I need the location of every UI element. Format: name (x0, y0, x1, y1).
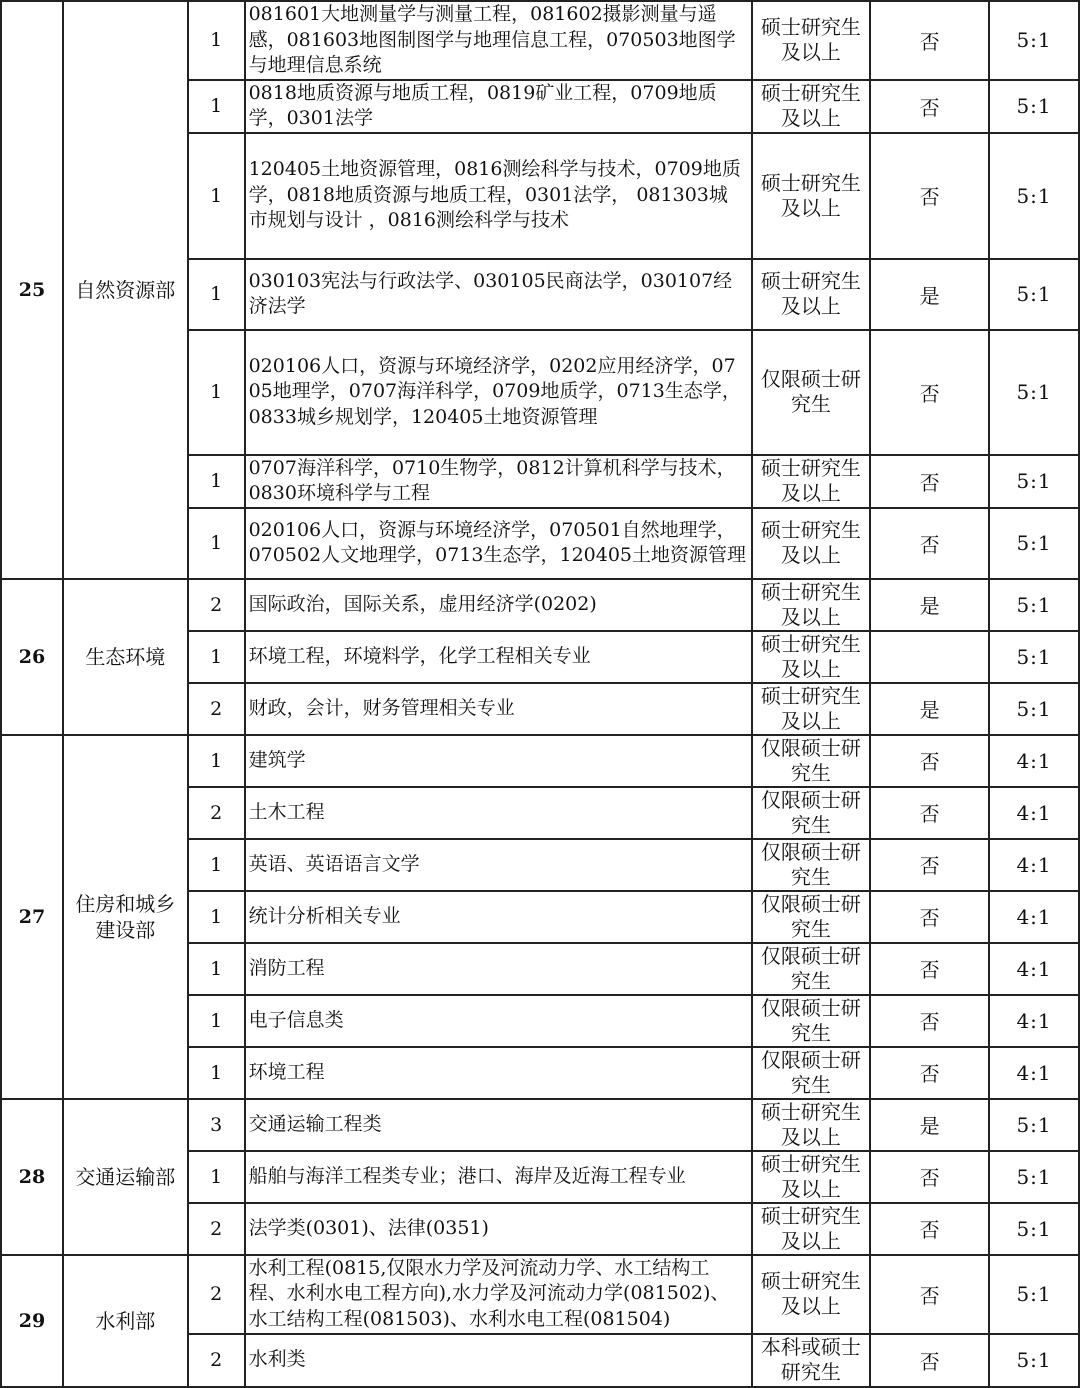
major-requirement: 统计分析相关专业 (245, 891, 752, 943)
education-requirement: 仅限硕士研究生 (752, 787, 871, 839)
education-requirement: 硕士研究生及以上 (752, 1151, 871, 1203)
major-requirement: 财政，会计，财务管理相关专业 (245, 683, 752, 735)
interview-ratio: 5:1 (989, 1255, 1079, 1334)
group-number: 26 (1, 579, 63, 735)
group-number: 27 (1, 735, 63, 1099)
education-requirement: 硕士研究生及以上 (752, 631, 871, 683)
interview-ratio: 5:1 (989, 133, 1079, 259)
education-requirement: 仅限硕士研究生 (752, 735, 871, 787)
recruit-count: 2 (188, 1334, 245, 1387)
table-row (1, 1255, 1079, 1334)
major-requirement: 建筑学 (245, 735, 752, 787)
political-status: 否 (870, 330, 989, 455)
recruit-count: 1 (188, 80, 245, 133)
political-status: 否 (870, 995, 989, 1047)
department-name: 交通运输部 (63, 1099, 188, 1255)
major-requirement: 法学类(0301)、法律(0351) (245, 1203, 752, 1255)
major-requirement: 081601大地测量学与测量工程，081602摄影测量与遥感，081603地图制图学与地理信息工程，070503地图学与地理信息系统 (245, 1, 752, 80)
recruit-count: 1 (188, 508, 245, 579)
recruit-count: 2 (188, 1255, 245, 1334)
interview-ratio: 5:1 (989, 1099, 1079, 1151)
major-requirement: 水利工程(0815,仅限水力学及河流动力学、水工结构工程、水利水电工程方向),水力学及河流动力学(081502)、水工结构工程(081503)、水利水电工程(081504) (245, 1255, 752, 1334)
education-requirement: 硕士研究生及以上 (752, 579, 871, 631)
recruit-count: 1 (188, 839, 245, 891)
interview-ratio: 5:1 (989, 508, 1079, 579)
recruit-count: 1 (188, 943, 245, 995)
political-status: 否 (870, 1151, 989, 1203)
political-status: 否 (870, 80, 989, 133)
recruit-count: 1 (188, 1, 245, 80)
department-name: 生态环境 (63, 579, 188, 735)
recruit-count: 2 (188, 787, 245, 839)
interview-ratio: 5:1 (989, 1151, 1079, 1203)
interview-ratio: 5:1 (989, 455, 1079, 508)
political-status: 否 (870, 508, 989, 579)
major-requirement: 030103宪法与行政法学、030105民商法学，030107经济法学 (245, 259, 752, 330)
education-requirement: 仅限硕士研究生 (752, 891, 871, 943)
political-status: 是 (870, 579, 989, 631)
education-requirement: 硕士研究生及以上 (752, 133, 871, 259)
education-requirement: 仅限硕士研究生 (752, 330, 871, 455)
major-requirement: 土木工程 (245, 787, 752, 839)
interview-ratio: 4:1 (989, 839, 1079, 891)
education-requirement: 仅限硕士研究生 (752, 995, 871, 1047)
group-number: 28 (1, 1099, 63, 1255)
interview-ratio: 5:1 (989, 1334, 1079, 1387)
interview-ratio: 4:1 (989, 891, 1079, 943)
education-requirement: 本科或硕士研究生 (752, 1334, 871, 1387)
major-requirement: 国际政治，国际关系，虚用经济学(0202) (245, 579, 752, 631)
recruit-count: 1 (188, 455, 245, 508)
interview-ratio: 4:1 (989, 787, 1079, 839)
recruit-count: 1 (188, 735, 245, 787)
education-requirement: 硕士研究生及以上 (752, 1203, 871, 1255)
recruit-count: 1 (188, 259, 245, 330)
interview-ratio: 4:1 (989, 943, 1079, 995)
political-status: 否 (870, 1, 989, 80)
interview-ratio: 5:1 (989, 80, 1079, 133)
political-status: 否 (870, 891, 989, 943)
interview-ratio: 5:1 (989, 330, 1079, 455)
major-requirement: 水利类 (245, 1334, 752, 1387)
interview-ratio: 4:1 (989, 995, 1079, 1047)
interview-ratio: 5:1 (989, 579, 1079, 631)
major-requirement: 0707海洋科学，0710生物学，0812计算机科学与技术，0830环境科学与工程 (245, 455, 752, 508)
education-requirement: 仅限硕士研究生 (752, 1047, 871, 1099)
political-status: 否 (870, 133, 989, 259)
recruit-count: 1 (188, 1151, 245, 1203)
recruit-count: 2 (188, 579, 245, 631)
political-status: 是 (870, 683, 989, 735)
group-number: 25 (1, 1, 63, 579)
table-row (1, 735, 1079, 787)
education-requirement: 硕士研究生及以上 (752, 1255, 871, 1334)
interview-ratio: 5:1 (989, 1, 1079, 80)
interview-ratio: 5:1 (989, 631, 1079, 683)
political-status: 否 (870, 735, 989, 787)
major-requirement: 消防工程 (245, 943, 752, 995)
political-status: 否 (870, 1047, 989, 1099)
education-requirement: 仅限硕士研究生 (752, 943, 871, 995)
department-name: 住房和城乡建设部 (63, 735, 188, 1099)
major-requirement: 船舶与海洋工程类专业；港口、海岸及近海工程专业 (245, 1151, 752, 1203)
group-number: 29 (1, 1255, 63, 1387)
education-requirement: 硕士研究生及以上 (752, 259, 871, 330)
major-requirement: 环境工程，环境料学，化学工程相关专业 (245, 631, 752, 683)
major-requirement: 电子信息类 (245, 995, 752, 1047)
education-requirement: 硕士研究生及以上 (752, 683, 871, 735)
political-status: 否 (870, 455, 989, 508)
recruit-count: 1 (188, 995, 245, 1047)
political-status: 否 (870, 1334, 989, 1387)
table-row (1, 1099, 1079, 1151)
recruit-count: 1 (188, 891, 245, 943)
table-body (1, 1, 1079, 1387)
education-requirement: 仅限硕士研究生 (752, 839, 871, 891)
recruit-count: 2 (188, 1203, 245, 1255)
political-status (870, 631, 989, 683)
education-requirement: 硕士研究生及以上 (752, 1, 871, 80)
recruit-count: 1 (188, 133, 245, 259)
education-requirement: 硕士研究生及以上 (752, 80, 871, 133)
major-requirement: 120405土地资源管理，0816测绘科学与技术，0709地质学，0818地质资源与地质工程，0301法学， 081303城市规划与设计 ，0816测绘科学与技术 (245, 133, 752, 259)
education-requirement: 硕士研究生及以上 (752, 1099, 871, 1151)
interview-ratio: 5:1 (989, 259, 1079, 330)
interview-ratio: 5:1 (989, 683, 1079, 735)
interview-ratio: 4:1 (989, 1047, 1079, 1099)
political-status: 是 (870, 259, 989, 330)
department-name: 水利部 (63, 1255, 188, 1387)
table-row (1, 1, 1079, 80)
recruit-count: 1 (188, 330, 245, 455)
recruit-count: 1 (188, 1047, 245, 1099)
recruit-count: 1 (188, 631, 245, 683)
political-status: 否 (870, 1203, 989, 1255)
education-requirement: 硕士研究生及以上 (752, 455, 871, 508)
education-requirement: 硕士研究生及以上 (752, 508, 871, 579)
political-status: 否 (870, 943, 989, 995)
department-name: 自然资源部 (63, 1, 188, 579)
recruit-count: 3 (188, 1099, 245, 1151)
major-requirement: 020106人口，资源与环境经济学，0202应用经济学，0705地理学，0707海洋科学，0709地质学，0713生态学，0833城乡规划学，120405土地资源管理 (245, 330, 752, 455)
major-requirement: 020106人口，资源与环境经济学，070501自然地理学，070502人文地理学，0713生态学，120405土地资源管理 (245, 508, 752, 579)
political-status: 否 (870, 787, 989, 839)
recruit-count: 2 (188, 683, 245, 735)
table-row (1, 579, 1079, 631)
interview-ratio: 4:1 (989, 735, 1079, 787)
political-status: 否 (870, 1255, 989, 1334)
major-requirement: 环境工程 (245, 1047, 752, 1099)
major-requirement: 英语、英语语言文学 (245, 839, 752, 891)
major-requirement: 交通运输工程类 (245, 1099, 752, 1151)
major-requirement: 0818地质资源与地质工程，0819矿业工程，0709地质学，0301法学 (245, 80, 752, 133)
interview-ratio: 5:1 (989, 1203, 1079, 1255)
political-status: 是 (870, 1099, 989, 1151)
political-status: 否 (870, 839, 989, 891)
